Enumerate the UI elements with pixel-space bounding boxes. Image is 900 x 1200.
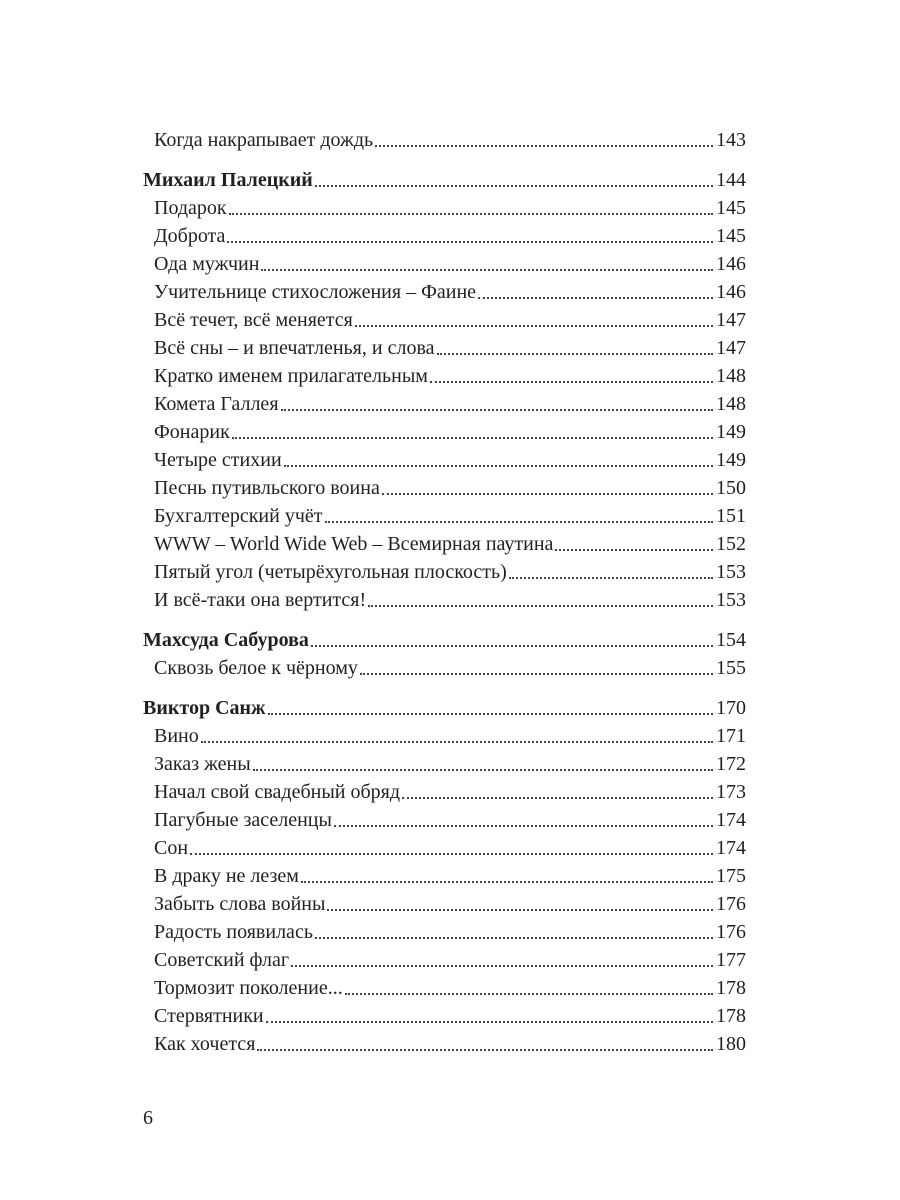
entry-title: Виктор Санж <box>143 697 266 719</box>
toc-poem-entry <box>143 1002 746 1030</box>
dot-leader <box>227 241 713 243</box>
dot-leader <box>402 797 713 799</box>
entry-page-number: 178 <box>716 1005 746 1027</box>
entry-page-number: 149 <box>716 449 746 471</box>
toc-author-entry <box>143 626 746 654</box>
entry-page-number: 180 <box>716 1033 746 1055</box>
entry-title: Сквозь белое к чёрному <box>154 657 358 679</box>
dot-leader <box>301 881 713 883</box>
toc-poem-entry <box>143 418 746 446</box>
toc-poem-entry <box>143 126 746 154</box>
entry-title: Вино <box>154 725 199 747</box>
toc-poem-entry <box>143 586 746 614</box>
dot-leader <box>315 937 713 939</box>
entry-title: Всё сны – и впечатленья, и слова <box>154 337 435 359</box>
toc-poem-entry <box>143 750 746 778</box>
toc-poem-entry <box>143 278 746 306</box>
entry-page-number: 146 <box>716 253 746 275</box>
entry-title: Тормозит поколение... <box>154 977 343 999</box>
entry-page-number: 151 <box>716 505 746 527</box>
entry-title: Песнь путивльского воина <box>154 477 380 499</box>
entry-title: Как хочется <box>154 1033 256 1055</box>
entry-title: Комета Галлея <box>154 393 279 415</box>
entry-title: Сон <box>154 837 189 859</box>
entry-title: В драку не лезем <box>154 865 299 887</box>
entry-title: Когда накрапывает дождь <box>154 129 374 151</box>
dot-leader <box>509 577 713 579</box>
toc-author-entry <box>143 166 746 194</box>
entry-page-number: 148 <box>716 393 746 415</box>
toc-poem-entry <box>143 806 746 834</box>
toc-poem-entry <box>143 502 746 530</box>
entry-page-number: 175 <box>716 865 746 887</box>
entry-title: Советский флаг <box>154 949 290 971</box>
dot-leader <box>201 741 713 743</box>
dot-leader <box>229 213 713 215</box>
entry-title: Всё течет, всё меняется <box>154 309 353 331</box>
entry-page-number: 172 <box>716 753 746 775</box>
dot-leader <box>268 713 713 715</box>
toc-poem-entry <box>143 974 746 1002</box>
dot-leader <box>284 465 713 467</box>
dot-leader <box>311 645 713 647</box>
toc-poem-entry <box>143 222 746 250</box>
entry-page-number: 153 <box>716 561 746 583</box>
entry-page-number: 153 <box>716 589 746 611</box>
entry-page-number: 143 <box>716 129 746 151</box>
dot-leader <box>261 269 713 271</box>
dot-leader <box>325 521 713 523</box>
dot-leader <box>345 993 713 995</box>
dot-leader <box>430 381 713 383</box>
entry-page-number: 152 <box>716 533 746 555</box>
dot-leader <box>382 493 713 495</box>
toc-poem-entry <box>143 390 746 418</box>
entry-page-number: 145 <box>716 225 746 247</box>
toc-poem-entry <box>143 654 746 682</box>
toc-poem-entry <box>143 1030 746 1058</box>
dot-leader <box>327 909 713 911</box>
dot-leader <box>478 297 713 299</box>
toc-poem-entry <box>143 530 746 558</box>
entry-title: Пятый угол (четырёхугольная плоскость) <box>154 561 507 583</box>
table-of-contents <box>143 126 746 1058</box>
entry-title: Кратко именем прилагательным <box>154 365 428 387</box>
entry-title: Доброта <box>154 225 226 247</box>
entry-page-number: 146 <box>716 281 746 303</box>
entry-title: Подарок <box>154 197 227 219</box>
entry-title: WWW – World Wide Web – Всемирная паутина <box>154 533 554 555</box>
dot-leader <box>437 353 714 355</box>
entry-title: И всё-таки она вертится! <box>154 589 367 611</box>
entry-title: Махсуда Сабурова <box>143 629 309 651</box>
entry-title: Михаил Палецкий <box>143 169 313 191</box>
entry-page-number: 147 <box>716 309 746 331</box>
dot-leader <box>368 605 713 607</box>
dot-leader <box>555 549 713 551</box>
entry-title: Ода мужчин <box>154 253 260 275</box>
dot-leader <box>375 145 713 147</box>
toc-poem-entry <box>143 362 746 390</box>
toc-poem-entry <box>143 834 746 862</box>
entry-page-number: 174 <box>716 809 746 831</box>
dot-leader <box>266 1021 713 1023</box>
entry-page-number: 170 <box>716 697 746 719</box>
entry-title: Стервятники <box>154 1005 264 1027</box>
entry-page-number: 171 <box>716 725 746 747</box>
dot-leader <box>281 409 713 411</box>
dot-leader <box>315 185 713 187</box>
toc-poem-entry <box>143 558 746 586</box>
entry-title: Заказ жены <box>154 753 251 775</box>
dot-leader <box>232 437 713 439</box>
toc-author-entry <box>143 694 746 722</box>
toc-poem-entry <box>143 890 746 918</box>
entry-page-number: 176 <box>716 921 746 943</box>
entry-page-number: 145 <box>716 197 746 219</box>
entry-page-number: 176 <box>716 893 746 915</box>
toc-poem-entry <box>143 474 746 502</box>
dot-leader <box>334 825 713 827</box>
entry-page-number: 144 <box>716 169 746 191</box>
dot-leader <box>190 853 713 855</box>
entry-title: Радость появилась <box>154 921 313 943</box>
entry-page-number: 150 <box>716 477 746 499</box>
toc-poem-entry <box>143 722 746 750</box>
toc-poem-entry <box>143 194 746 222</box>
dot-leader <box>257 1049 713 1051</box>
toc-poem-entry <box>143 946 746 974</box>
dot-leader <box>253 769 713 771</box>
toc-poem-entry <box>143 918 746 946</box>
entry-page-number: 174 <box>716 837 746 859</box>
entry-page-number: 178 <box>716 977 746 999</box>
entry-title: Пагубные заселенцы <box>154 809 332 831</box>
toc-poem-entry <box>143 446 746 474</box>
entry-page-number: 148 <box>716 365 746 387</box>
dot-leader <box>360 673 713 675</box>
toc-poem-entry <box>143 250 746 278</box>
entry-page-number: 177 <box>716 949 746 971</box>
toc-poem-entry <box>143 862 746 890</box>
entry-title: Бухгалтерский учёт <box>154 505 323 527</box>
page-number: 6 <box>143 1107 153 1129</box>
entry-page-number: 149 <box>716 421 746 443</box>
entry-page-number: 147 <box>716 337 746 359</box>
entry-page-number: 155 <box>716 657 746 679</box>
entry-title: Начал свой свадебный обряд <box>154 781 401 803</box>
toc-poem-entry <box>143 778 746 806</box>
toc-poem-entry <box>143 306 746 334</box>
entry-page-number: 173 <box>716 781 746 803</box>
toc-poem-entry <box>143 334 746 362</box>
entry-title: Четыре стихии <box>154 449 282 471</box>
dot-leader <box>291 965 713 967</box>
entry-title: Учительнице стихосложения – Фаине <box>154 281 477 303</box>
dot-leader <box>355 325 713 327</box>
entry-title: Фонарик <box>154 421 230 443</box>
entry-title: Забыть слова войны <box>154 893 326 915</box>
entry-page-number: 154 <box>716 629 746 651</box>
